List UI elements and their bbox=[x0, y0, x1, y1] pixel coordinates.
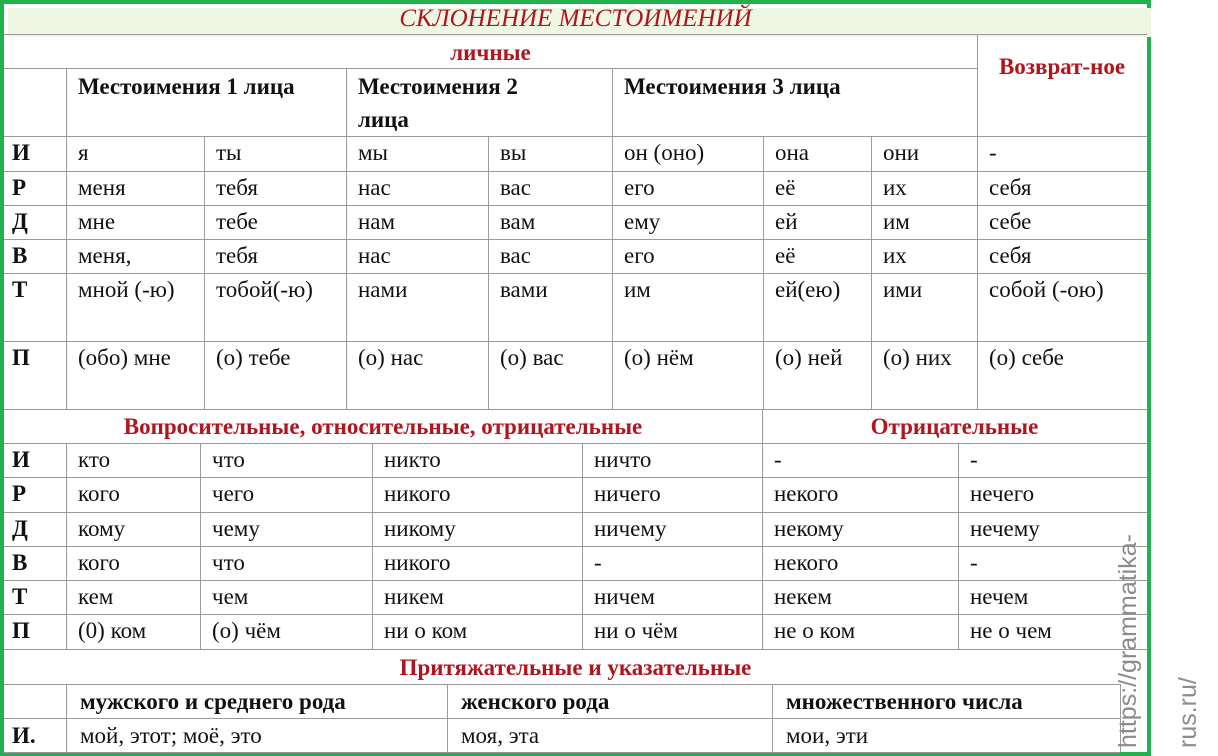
interrogative-cell: ничем bbox=[594, 584, 655, 609]
personal-cell: себя bbox=[989, 175, 1032, 200]
interrogative-cell: - bbox=[774, 447, 782, 472]
personal-cell: он (оно) bbox=[624, 140, 705, 165]
grid-line-h bbox=[4, 752, 1120, 753]
interrogative-cell: ничего bbox=[594, 481, 661, 506]
case-label: Д bbox=[12, 209, 28, 234]
reflexive-header: Возврат-ное bbox=[998, 54, 1126, 79]
personal-cell: тобой(-ю) bbox=[216, 277, 313, 302]
personal-cell: ей bbox=[775, 209, 798, 234]
interrogative-cell: никем bbox=[384, 584, 444, 609]
case-label: И. bbox=[12, 723, 36, 748]
personal-cell: (о) тебе bbox=[216, 345, 291, 370]
interrogative-cell: кто bbox=[78, 447, 111, 472]
interrogative-cell: ничто bbox=[594, 447, 652, 472]
personal-cell: она bbox=[775, 140, 810, 165]
interrogative-cell: никто bbox=[384, 447, 441, 472]
personal-cell: тебя bbox=[216, 175, 258, 200]
personal-cell: им bbox=[883, 209, 910, 234]
section-label-possessive: Притяжательные и указательные bbox=[399, 655, 752, 680]
interrogative-cell: - bbox=[594, 550, 602, 575]
interrogative-cell: чему bbox=[212, 516, 260, 541]
personal-cell: её bbox=[775, 175, 796, 200]
interrogative-cell: некого bbox=[774, 550, 839, 575]
interrogative-cell: никого bbox=[384, 481, 451, 506]
interrogative-cell: никого bbox=[384, 550, 451, 575]
interrogative-cell: нечему bbox=[970, 516, 1040, 541]
personal-cell: вам bbox=[500, 209, 536, 234]
interrogative-cell: - bbox=[970, 447, 978, 472]
personal-cell: (о) вас bbox=[500, 345, 564, 370]
personal-cell: нас bbox=[358, 243, 391, 268]
interrogative-cell: не о чем bbox=[970, 618, 1052, 643]
interrogative-cell: нечего bbox=[970, 481, 1035, 506]
personal-cell: их bbox=[883, 243, 907, 268]
interrogative-cell: чем bbox=[212, 584, 249, 609]
interrogative-cell: некому bbox=[774, 516, 844, 541]
interrogative-cell: что bbox=[212, 447, 245, 472]
personal-cell: меня bbox=[78, 175, 126, 200]
personal-cell: себя bbox=[989, 243, 1032, 268]
personal-cell: их bbox=[883, 175, 907, 200]
interrogative-cell: чего bbox=[212, 481, 255, 506]
personal-cell: (о) себе bbox=[989, 345, 1064, 370]
personal-cell: (о) ней bbox=[775, 345, 843, 370]
personal-cell: собой (-ою) bbox=[989, 277, 1104, 302]
interrogative-cell: ни о чём bbox=[594, 618, 678, 643]
interrogative-cell: кого bbox=[78, 481, 120, 506]
personal-cell: нам bbox=[358, 209, 396, 234]
personal-cell: ты bbox=[216, 140, 242, 165]
personal-cell: (о) нас bbox=[358, 345, 424, 370]
case-label: Д bbox=[12, 516, 28, 541]
interrogative-cell: некем bbox=[774, 584, 832, 609]
personal-cell: мы bbox=[358, 140, 389, 165]
personal-cell: они bbox=[883, 140, 920, 165]
personal-cell: её bbox=[775, 243, 796, 268]
watermark-url: https://grammatika-rus.ru/ bbox=[1114, 534, 1202, 748]
gender-header: женского рода bbox=[461, 689, 610, 714]
case-label: И bbox=[12, 447, 30, 472]
interrogative-cell: нечем bbox=[970, 584, 1029, 609]
personal-cell: тебе bbox=[216, 209, 258, 234]
person-header-1: Местоимения 1 лица bbox=[78, 74, 295, 99]
case-label: Р bbox=[12, 175, 27, 200]
personal-cell: ими bbox=[883, 277, 923, 302]
possessive-cell: моя, эта bbox=[461, 723, 540, 748]
interrogative-cell: что bbox=[212, 550, 245, 575]
interrogative-cell: некого bbox=[774, 481, 839, 506]
case-label: П bbox=[12, 345, 30, 370]
case-label: Р bbox=[12, 481, 27, 506]
personal-cell: тебя bbox=[216, 243, 258, 268]
personal-cell: ему bbox=[624, 209, 661, 234]
interrogative-cell: (о) чём bbox=[212, 618, 281, 643]
possessive-cell: мой, этот; моё, это bbox=[80, 723, 262, 748]
personal-cell: меня, bbox=[78, 243, 132, 268]
gender-header: мужского и среднего рода bbox=[80, 689, 346, 714]
personal-cell: мной (-ю) bbox=[78, 277, 175, 302]
personal-cell: нами bbox=[358, 277, 408, 302]
personal-cell: мне bbox=[78, 209, 116, 234]
personal-cell: вами bbox=[500, 277, 548, 302]
interrogative-cell: не о ком bbox=[774, 618, 856, 643]
person-header-2: Местоимения 2 лица bbox=[358, 74, 518, 132]
gender-header: множественного числа bbox=[786, 689, 1023, 714]
possessive-cell: мои, эти bbox=[786, 723, 869, 748]
personal-cell: - bbox=[989, 140, 997, 165]
case-label: В bbox=[12, 550, 28, 575]
personal-cell: (о) нём bbox=[624, 345, 694, 370]
person-header-3: Местоимения 3 лица bbox=[624, 74, 841, 99]
personal-cell: (о) них bbox=[883, 345, 952, 370]
personal-cell: его bbox=[624, 175, 655, 200]
interrogative-cell: ни о ком bbox=[384, 618, 468, 643]
interrogative-cell: - bbox=[970, 550, 978, 575]
personal-cell: себе bbox=[989, 209, 1032, 234]
case-label: П bbox=[12, 618, 30, 643]
grid-line-h bbox=[4, 649, 1147, 650]
personal-cell: его bbox=[624, 243, 655, 268]
personal-cell: вас bbox=[500, 175, 531, 200]
personal-cell: вы bbox=[500, 140, 527, 165]
interrogative-cell: кого bbox=[78, 550, 120, 575]
personal-cell: нас bbox=[358, 175, 391, 200]
section-label-personal: личные bbox=[450, 40, 531, 65]
section-label-interrogative: Вопросительные, относительные, отрицательные bbox=[123, 414, 643, 439]
interrogative-cell: (0) ком bbox=[78, 618, 147, 643]
case-label: И bbox=[12, 140, 30, 165]
personal-cell: вас bbox=[500, 243, 531, 268]
interrogative-cell: кем bbox=[78, 584, 114, 609]
interrogative-cell: ничему bbox=[594, 516, 667, 541]
personal-cell: я bbox=[78, 140, 89, 165]
case-label: Т bbox=[12, 584, 28, 609]
personal-cell: (обо) мне bbox=[78, 345, 171, 370]
section-label-negative: Отрицательные bbox=[870, 414, 1039, 439]
interrogative-cell: никому bbox=[384, 516, 456, 541]
page-title: СКЛОНЕНИЕ МЕСТОИМЕНИЙ bbox=[399, 5, 752, 32]
interrogative-cell: кому bbox=[78, 516, 126, 541]
personal-cell: ей(ею) bbox=[775, 277, 841, 302]
personal-cell: им bbox=[624, 277, 651, 302]
case-label: Т bbox=[12, 277, 28, 302]
case-label: В bbox=[12, 243, 28, 268]
